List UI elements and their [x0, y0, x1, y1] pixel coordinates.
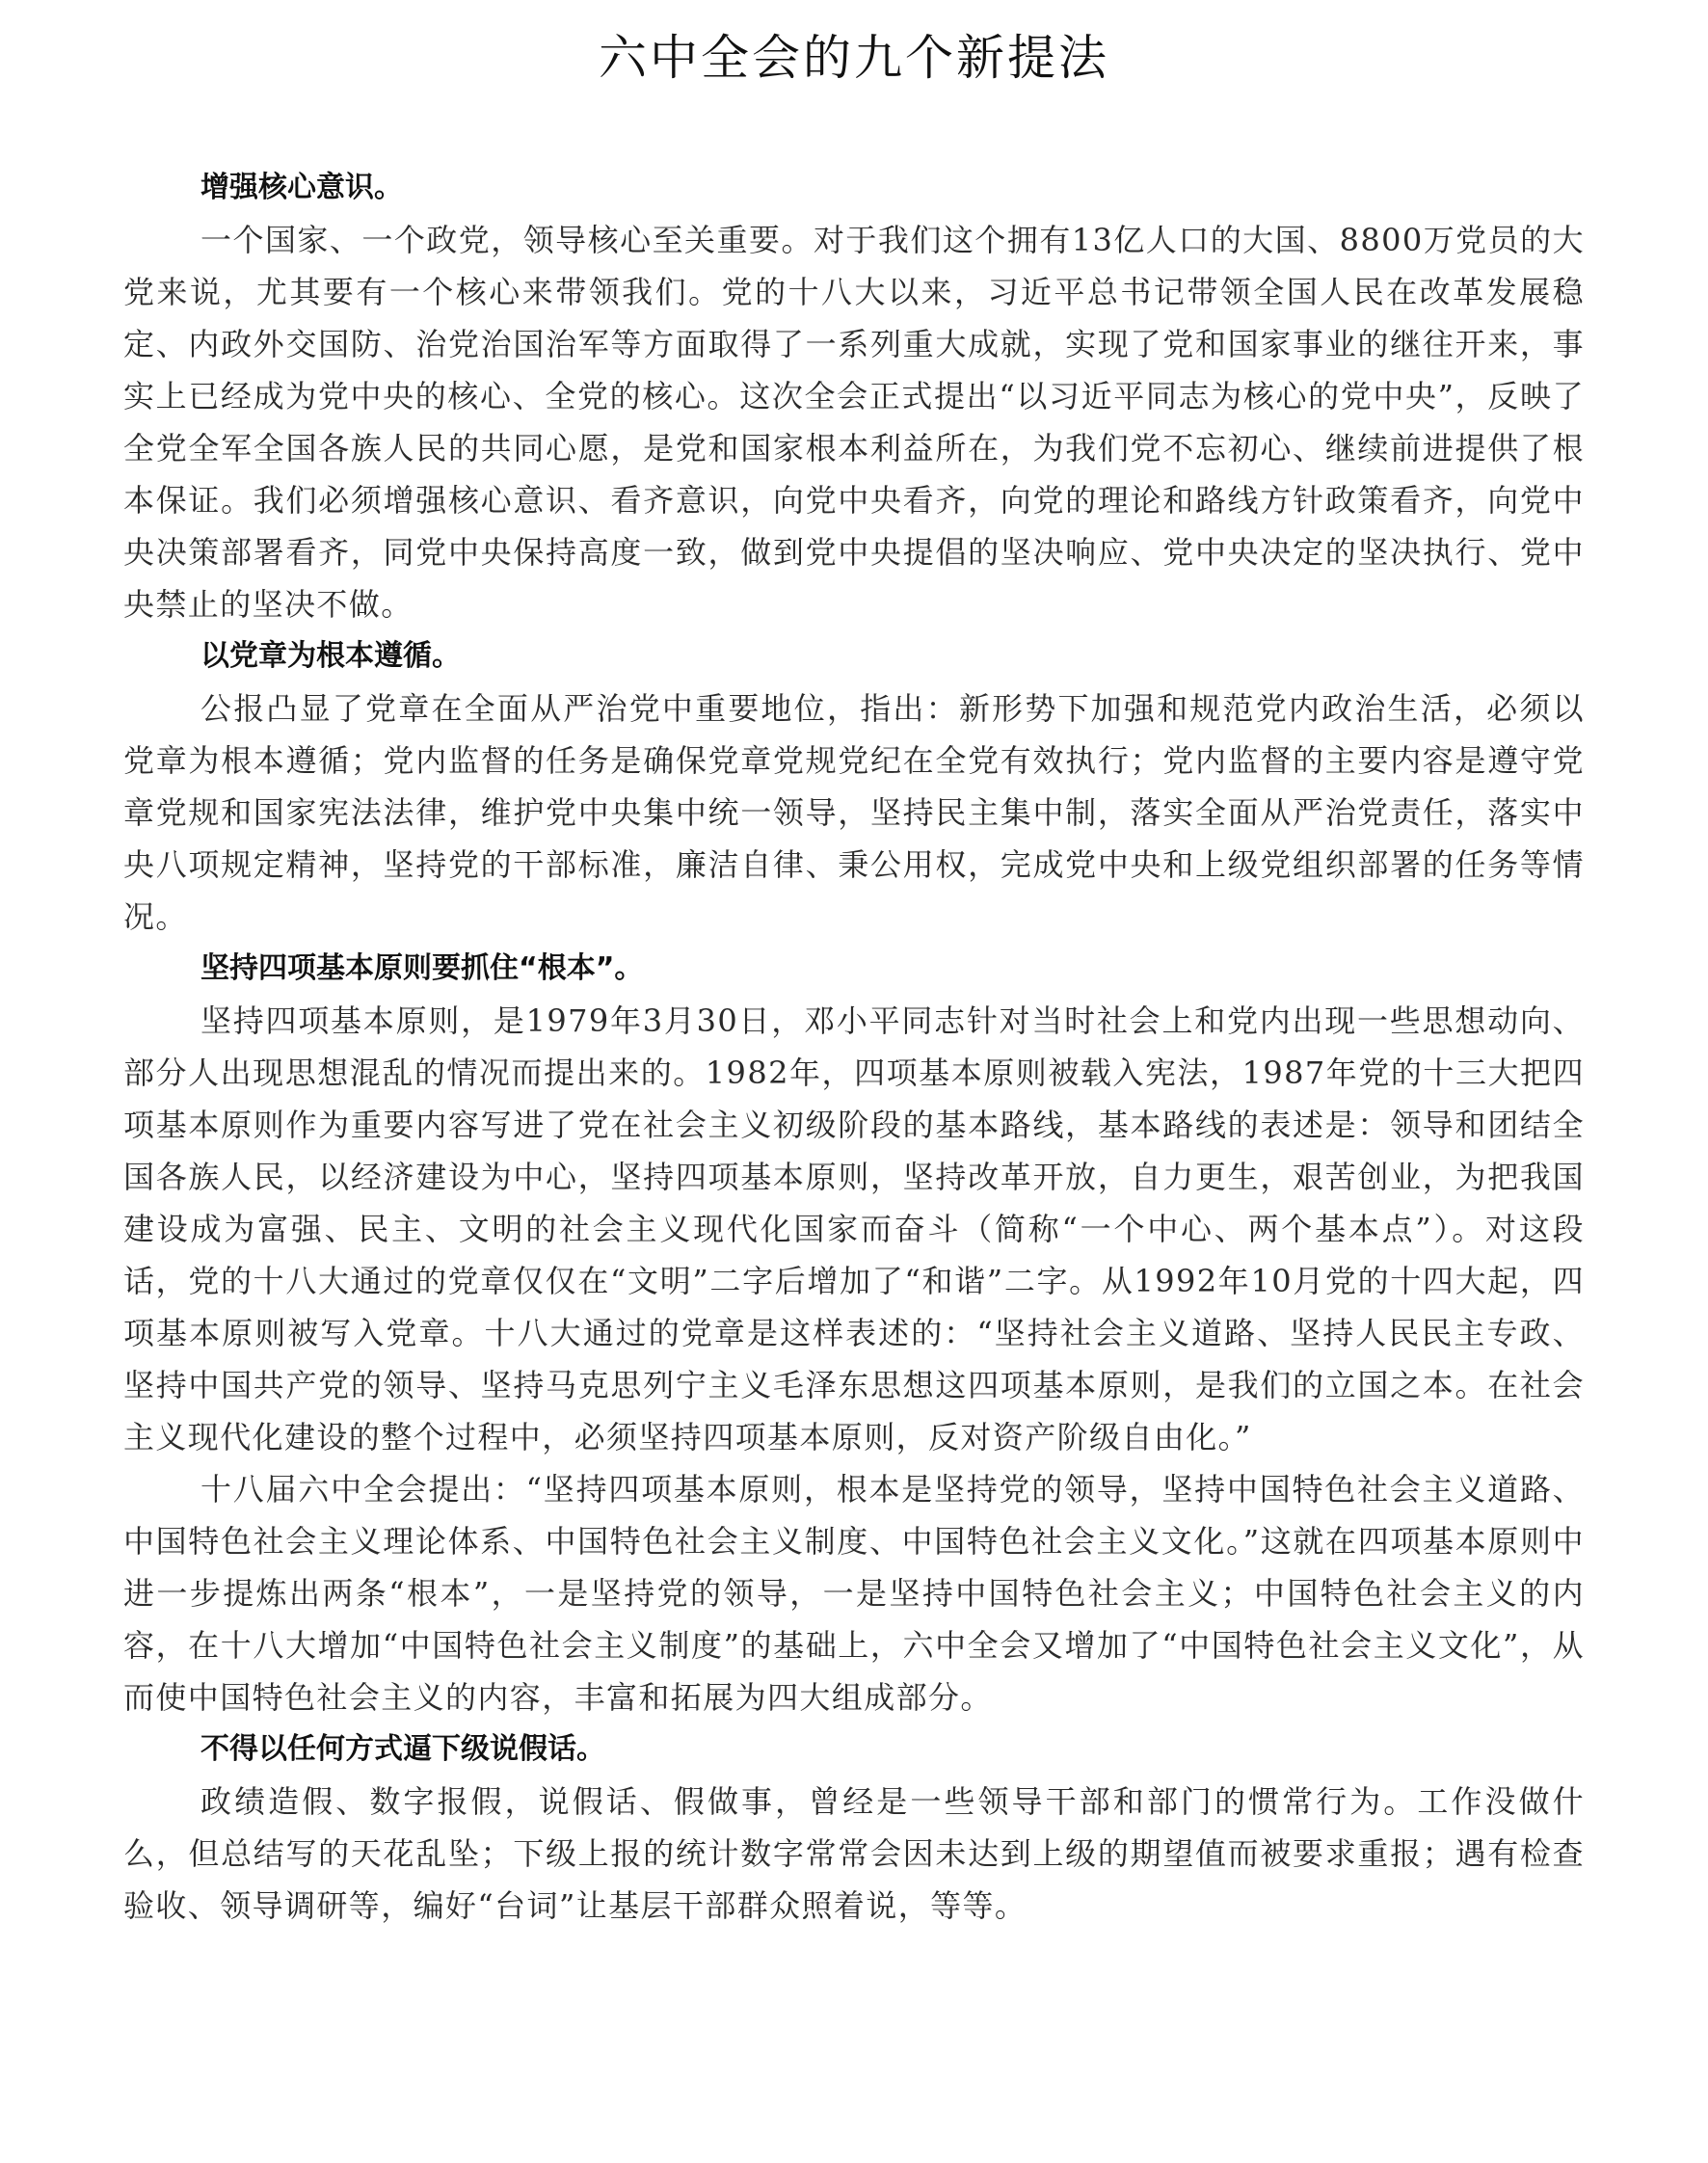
page-title: 六中全会的九个新提法: [599, 30, 1109, 86]
section-heading-core-awareness: 增强核心意识。: [200, 171, 403, 204]
section-paragraph: 坚持四项基本原则，是1979年3月30日，邓小平同志针对当时社会上和党内出现一些思想动向、部分人出现思想混乱的情况而提出来的。1982年，四项基本原则被载入宪法，1987年党的十三大把四项基本原则作为重要内容写进了党在社会主义初级阶段的基本路线，基本路线的表述是：领导和团结全国各族人民，以经济建设为中心，坚持四项基本原则，坚持改革开放，自力更生，艰苦创业，为把我国建设成为富强、民主、文明的社会主义现代化国家而奋斗（简称“一个中心、两个基本点”）。对这段话，党的十八大通过的党章仅仅在“文明”二字后增加了“和谐”二字。从1992年10月党的十四大起，四项基本原则被写入党章。十八大通过的党章是这样表述的：“坚持社会主义道路、坚持人民民主专政、坚持中国共产党的领导、坚持马克思列宁主义毛泽东思想这四项基本原则，是我们的立国之本。在社会主义现代化建设的整个过程中，必须坚持四项基本原则，反对资产阶级自由化。”: [123, 1002, 1585, 1455]
section-paragraph: 政绩造假、数字报假，说假话、假做事，曾经是一些领导干部和部门的惯常行为。工作没做什么，但总结写的天花乱坠；下级上报的统计数字常常会因未达到上级的期望值而被要求重报；遇有检查验收、领导调研等，编好“台词”让基层干部群众照着说，等等。: [123, 1783, 1585, 1924]
section-heading-four-principles: 坚持四项基本原则要抓住“根本”。: [200, 951, 644, 985]
article-body: [123, 162, 1585, 1932]
section-heading-party-constitution: 以党章为根本遵循。: [200, 639, 461, 673]
section-heading-no-lying: 不得以任何方式逼下级说假话。: [200, 1732, 605, 1766]
section-paragraph: 十八届六中全会提出：“坚持四项基本原则，根本是坚持党的领导，坚持中国特色社会主义道路、中国特色社会主义理论体系、中国特色社会主义制度、中国特色社会主义文化。”这就在四项基本原则中进一步提炼出两条“根本”，一是坚持党的领导，一是坚持中国特色社会主义；中国特色社会主义的内容，在十八大增加“中国特色社会主义制度”的基础上，六中全会又增加了“中国特色社会主义文化”，从而使中国特色社会主义的内容，丰富和拓展为四大组成部分。: [123, 1471, 1585, 1716]
section-paragraph: 一个国家、一个政党，领导核心至关重要。对于我们这个拥有13亿人口的大国、8800万党员的大党来说，尤其要有一个核心来带领我们。党的十八大以来，习近平总书记带领全国人民在改革发展稳定、内政外交国防、治党治国治军等方面取得了一系列重大成就，实现了党和国家事业的继往开来，事实上已经成为党中央的核心、全党的核心。这次全会正式提出“以习近平同志为核心的党中央”，反映了全党全军全国各族人民的共同心愿，是党和国家根本利益所在，为我们党不忘初心、继续前进提供了根本保证。我们必须增强核心意识、看齐意识，向党中央看齐，向党的理论和路线方针政策看齐，向党中央决策部署看齐，同党中央保持高度一致，做到党中央提倡的坚决响应、党中央决定的坚决执行、党中央禁止的坚决不做。: [123, 222, 1585, 623]
section-paragraph: 公报凸显了党章在全面从严治党中重要地位，指出：新形势下加强和规范党内政治生活，必须以党章为根本遵循；党内监督的任务是确保党章党规党纪在全党有效执行；党内监督的主要内容是遵守党章党规和国家宪法法律，维护党中央集中统一领导，坚持民主集中制，落实全面从严治党责任，落实中央八项规定精神，坚持党的干部标准，廉洁自律、秉公用权，完成党中央和上级党组织部署的任务等情况。: [123, 690, 1585, 935]
